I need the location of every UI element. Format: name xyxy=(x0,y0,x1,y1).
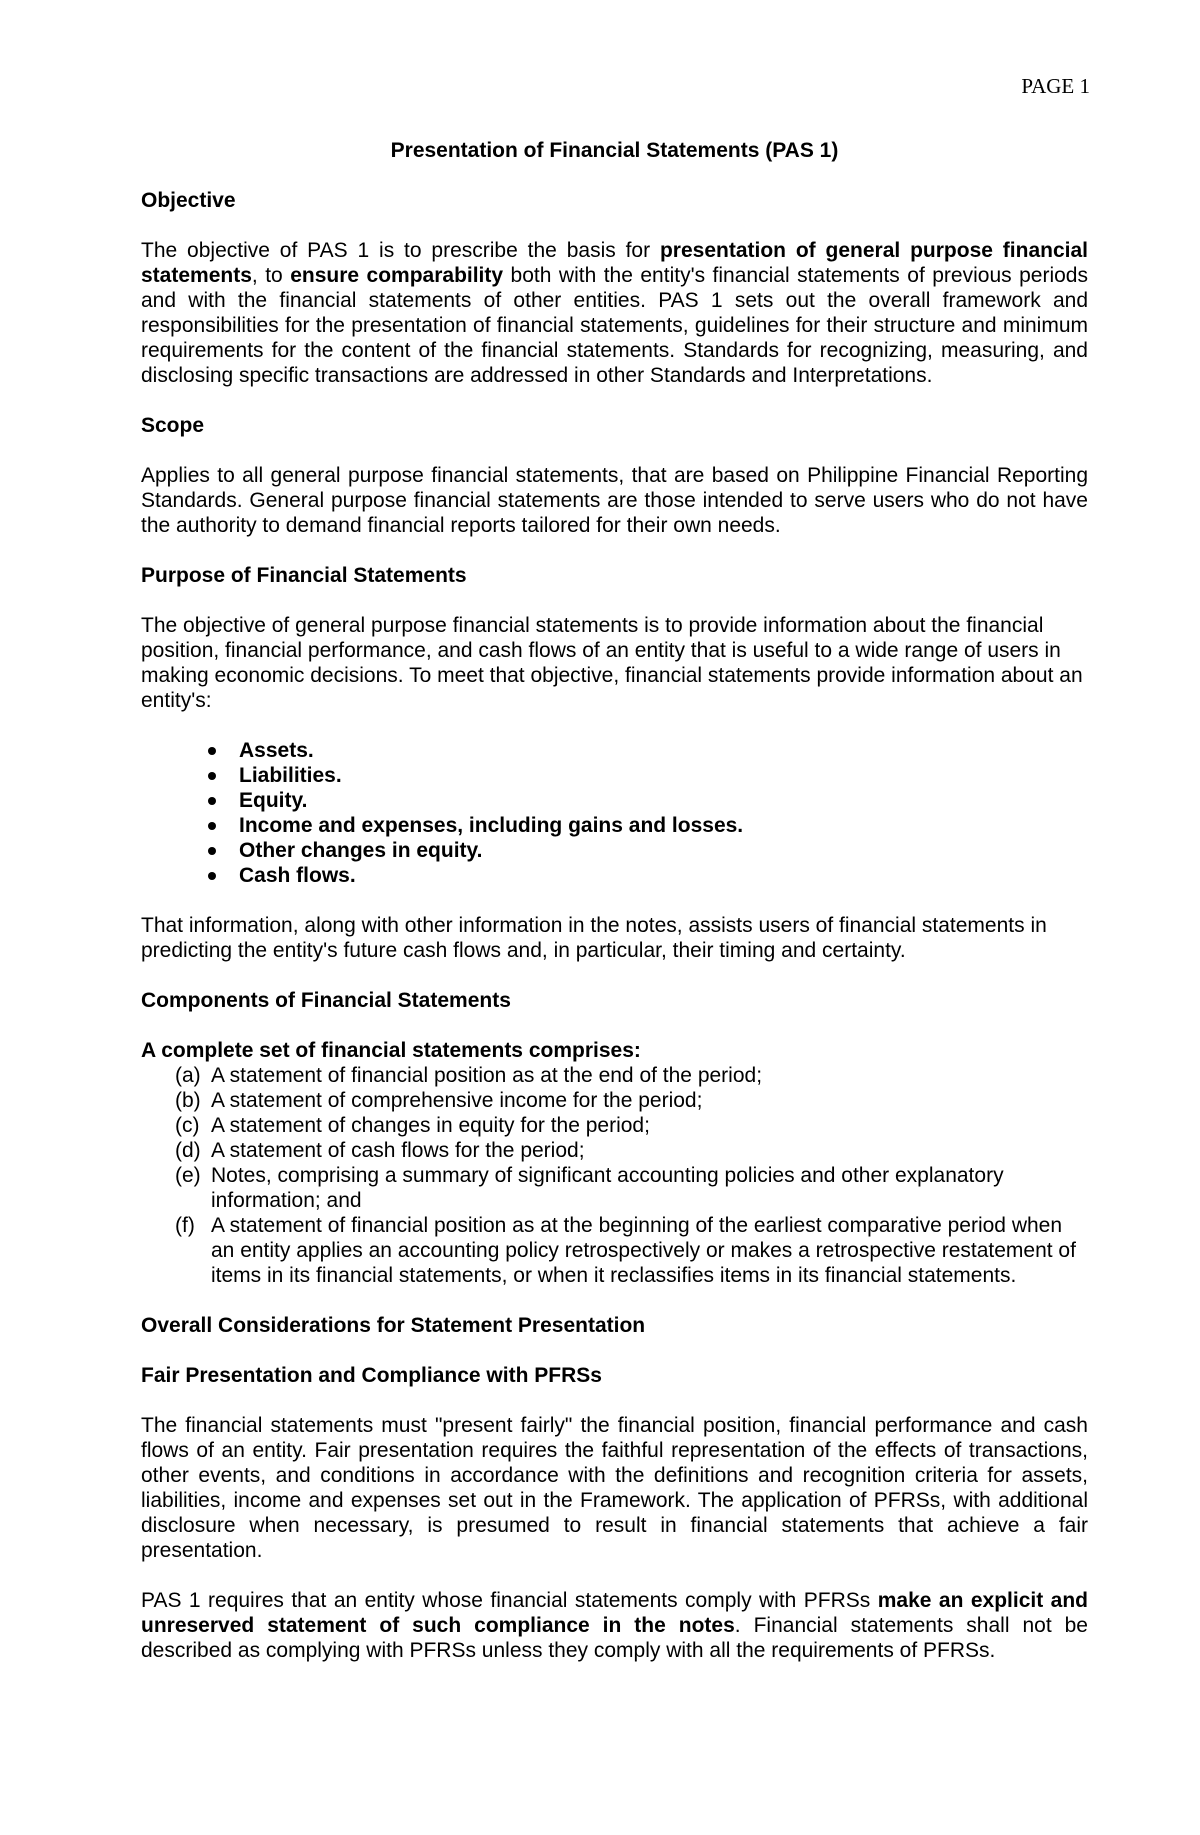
component-text: A statement of changes in equity for the period; xyxy=(211,1114,650,1137)
page-number: PAGE 1 xyxy=(1021,74,1090,98)
objective-text-1: The objective of PAS 1 is to prescribe the basis for xyxy=(141,239,660,262)
scope-heading: Scope xyxy=(141,414,205,437)
purpose-list-item: Income and expenses, including gains and losses. xyxy=(239,813,1088,838)
component-item xyxy=(141,1088,1088,1113)
overall-heading: Overall Considerations for Statement Presentation xyxy=(141,1314,646,1337)
component-marker: (c) xyxy=(175,1114,200,1137)
purpose-list-item: Liabilities. xyxy=(239,763,1088,788)
compliance-text-1: PAS 1 requires that an entity whose financial statements comply with PFRSs xyxy=(141,1589,878,1612)
component-text: A statement of financial position as at the beginning of the earliest comparative period when an entity applies an accounting policy retrospectively or makes a retrospective restatement of items in its financial statements, or when it reclassifies items in its financial statements. xyxy=(211,1214,1076,1287)
components-heading: Components of Financial Statements xyxy=(141,989,511,1012)
component-item xyxy=(141,1213,1088,1288)
purpose-closing: That information, along with other information in the notes, assists users of financial statements in predicting the entity's future cash flows and, in particular, their timing and certainty. xyxy=(141,914,1047,962)
purpose-list xyxy=(141,738,1088,888)
fair-presentation-paragraph: The financial statements must "present fairly" the financial position, financial performance and cash flows of an entity. Fair presentation requires the faithful representation of the effects of transactions, other events, and conditions in accordance with the definitions and recognition criteria for assets, liabilities, income and expenses set out in the Framework. The application of PFRSs, with additional disclosure when necessary, is presumed to result in financial statements that achieve a fair presentation. xyxy=(141,1414,1088,1562)
component-marker: (f) xyxy=(175,1214,195,1237)
component-item xyxy=(141,1063,1088,1088)
component-text: A statement of comprehensive income for the period; xyxy=(211,1089,703,1112)
objective-text-3: both with the entity's financial statements of previous periods and with the financial statements of other entities. PAS 1 sets out the overall framework and responsibilities for the presentation of financial statements, guidelines for their structure and minimum requirements for the content of the financial statements. Standards for recognizing, measuring, and disclosing specific transactions are addressed in other Standards and Interpretations. xyxy=(141,264,1088,387)
fair-presentation-heading: Fair Presentation and Compliance with PFRSs xyxy=(141,1364,602,1387)
objective-bold-2: ensure comparability xyxy=(290,264,504,287)
component-item xyxy=(141,1113,1088,1138)
component-marker: (e) xyxy=(175,1164,201,1187)
purpose-heading: Purpose of Financial Statements xyxy=(141,564,467,587)
purpose-intro: The objective of general purpose financial statements is to provide information about the financial position, financial performance, and cash flows of an entity that is useful to a wide range of users in making economic decisions. To meet that objective, financial statements provide information about an entity's: xyxy=(141,614,1083,712)
objective-paragraph xyxy=(141,238,1088,388)
component-marker: (d) xyxy=(175,1139,201,1162)
objective-heading: Objective xyxy=(141,189,236,212)
component-text: A statement of financial position as at the end of the period; xyxy=(211,1064,763,1087)
purpose-list-item: Cash flows. xyxy=(239,863,1088,888)
component-item xyxy=(141,1163,1088,1213)
purpose-list-item: Equity. xyxy=(239,788,1088,813)
component-marker: (b) xyxy=(175,1089,201,1112)
scope-paragraph: Applies to all general purpose financial statements, that are based on Philippine Financial Reporting Standards. General purpose financial statements are those intended to serve users who do not have the authority to demand financial reports tailored for their own needs. xyxy=(141,464,1088,537)
compliance-bold: make an explicit and unreserved statement of such compliance in the notes xyxy=(141,1589,1088,1637)
document-title: Presentation of Financial Statements (PAS 1) xyxy=(390,139,839,162)
component-item xyxy=(141,1138,1088,1163)
objective-bold-1: presentation of general purpose financial statements xyxy=(141,239,1088,287)
purpose-list-item: Assets. xyxy=(239,738,1088,763)
component-text: Notes, comprising a summary of significant accounting policies and other explanatory information; and xyxy=(211,1164,1004,1212)
component-marker: (a) xyxy=(175,1064,201,1087)
objective-text-2: , to xyxy=(251,264,291,287)
document-body xyxy=(141,138,1088,1663)
components-list xyxy=(141,1063,1088,1288)
component-text: A statement of cash flows for the period; xyxy=(211,1139,585,1162)
compliance-paragraph xyxy=(141,1588,1088,1663)
purpose-list-item: Other changes in equity. xyxy=(239,838,1088,863)
compliance-text-2: . Financial statements shall not be described as complying with PFRSs unless they comply with all the requirements of PFRSs. xyxy=(141,1614,1088,1662)
components-subheading: A complete set of financial statements comprises: xyxy=(141,1039,641,1062)
